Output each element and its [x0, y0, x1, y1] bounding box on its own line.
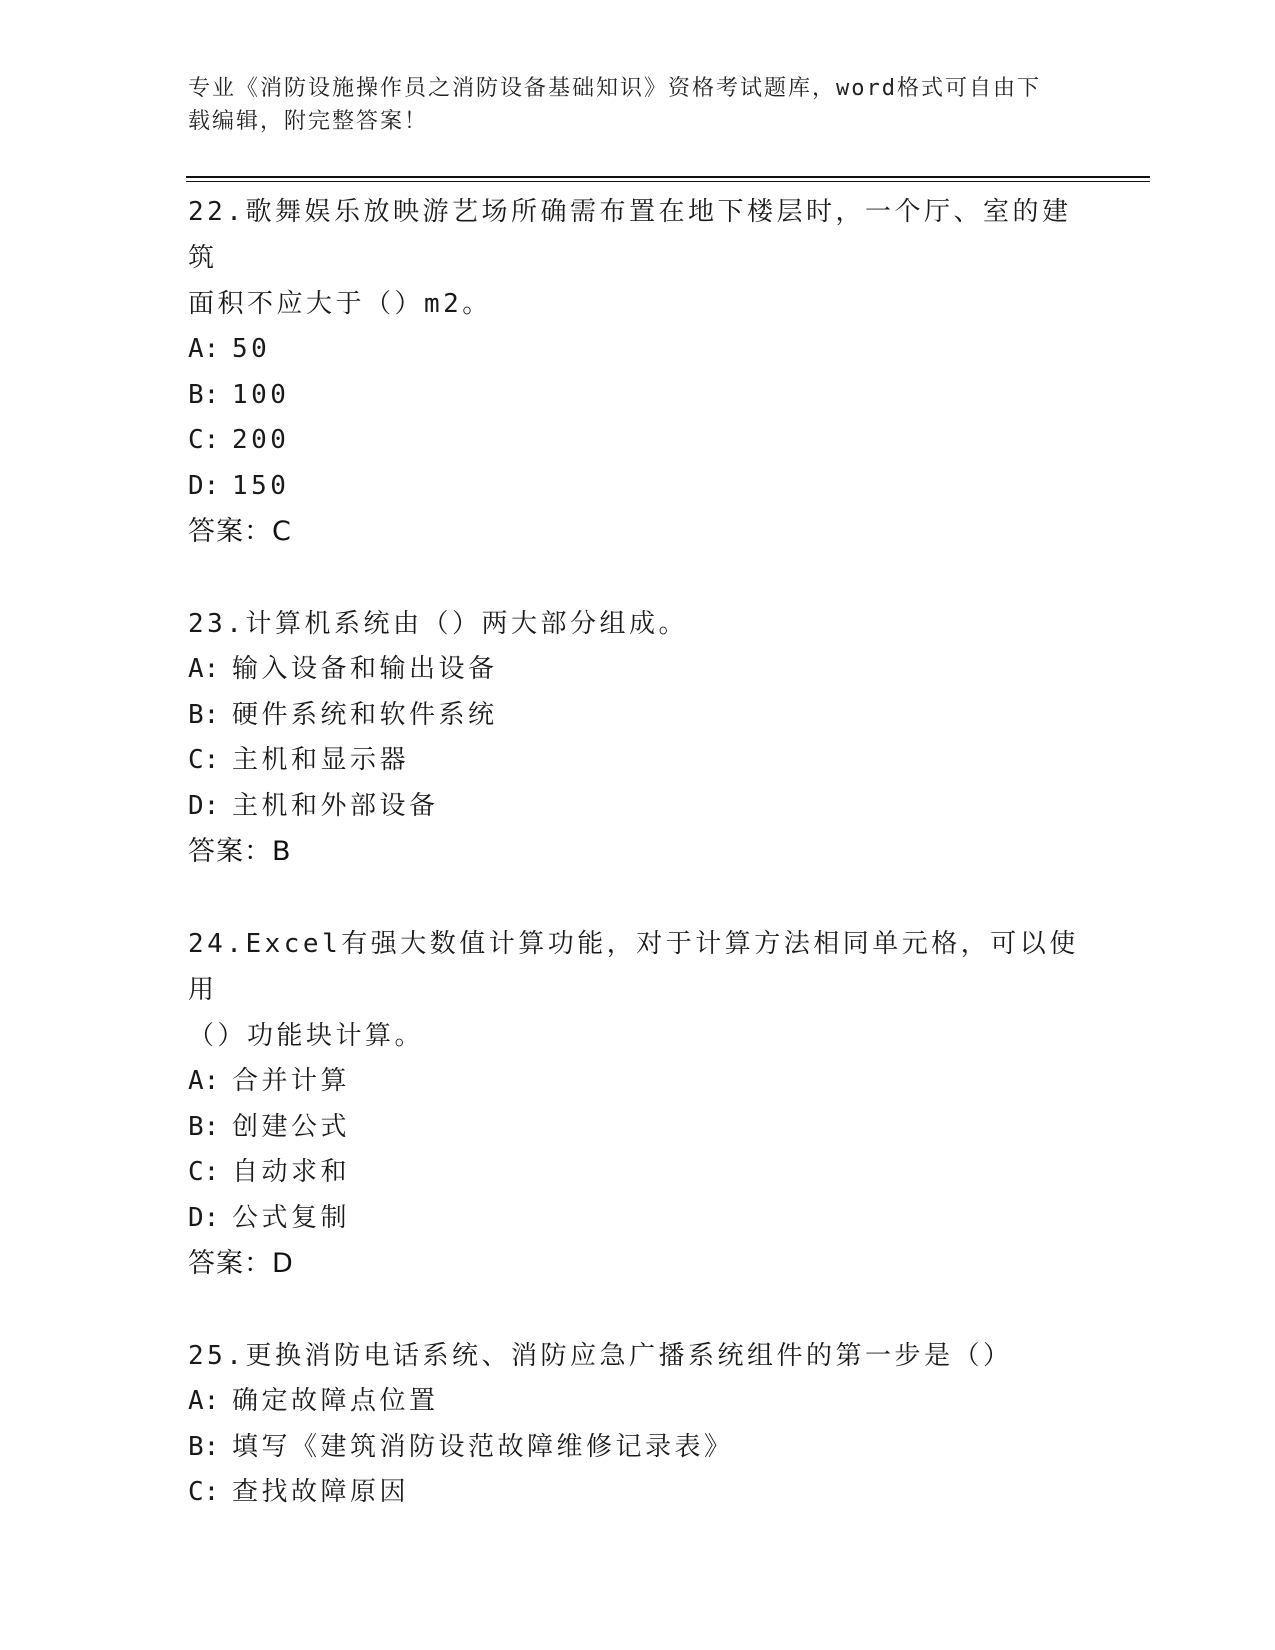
option-text: 100: [232, 379, 290, 410]
question-stem-line: 23.计算机系统由（）两大部分组成。: [188, 609, 688, 639]
option-text: 自动求和: [232, 1157, 351, 1187]
option-c: [188, 418, 1088, 464]
option-text: 150: [232, 470, 290, 501]
option-text: 主机和显示器: [232, 745, 410, 775]
option-c: [188, 738, 1088, 784]
question-22: [188, 189, 1088, 555]
answer-line: 答案：B: [188, 836, 292, 867]
option-label: D:: [188, 470, 220, 501]
option-b: [188, 373, 1088, 419]
option-label: A:: [188, 1386, 220, 1416]
option-text: 主机和外部设备: [232, 790, 439, 821]
option-text: 公式复制: [232, 1202, 351, 1233]
option-a: [188, 327, 1088, 373]
option-text: 合并计算: [232, 1066, 351, 1096]
option-label: B:: [188, 379, 220, 410]
option-a: [188, 1059, 1088, 1105]
question-list: [188, 189, 1088, 1562]
option-c: [188, 1470, 1088, 1516]
option-text: 创建公式: [232, 1111, 351, 1142]
option-label: C:: [188, 745, 220, 775]
answer-line: 答案：D: [188, 1248, 294, 1279]
header-title-line-1: 专业《消防设施操作员之消防设备基础知识》资格考试题库，word格式可自由下: [188, 76, 1041, 101]
option-label: D:: [188, 790, 220, 821]
option-b: [188, 1105, 1088, 1151]
question-stem-line: （）功能块计算。: [188, 1021, 425, 1051]
option-b: [188, 1425, 1088, 1471]
question-25: [188, 1333, 1088, 1516]
option-text: 查找故障原因: [232, 1477, 410, 1507]
option-label: D:: [188, 1202, 220, 1233]
option-label: A:: [188, 334, 220, 364]
option-text: 50: [232, 334, 271, 364]
question-23: [188, 601, 1088, 875]
option-label: C:: [188, 1477, 220, 1507]
option-text: 200: [232, 425, 290, 455]
question-24: [188, 921, 1088, 1287]
option-label: A:: [188, 654, 220, 684]
option-label: C:: [188, 1157, 220, 1187]
option-b: [188, 693, 1088, 739]
option-label: C:: [188, 425, 220, 455]
option-a: [188, 647, 1088, 693]
option-text: 输入设备和输出设备: [232, 654, 498, 684]
option-label: B:: [188, 1111, 220, 1142]
option-a: [188, 1379, 1088, 1425]
option-label: A:: [188, 1066, 220, 1096]
option-d: [188, 1196, 1088, 1242]
option-label: B:: [188, 1431, 220, 1462]
question-stem-line: 面积不应大于（）m2。: [188, 289, 492, 319]
option-text: 填写《建筑消防设范故障维修记录表》: [232, 1431, 734, 1462]
option-text: 硬件系统和软件系统: [232, 699, 498, 730]
header-divider-thick: [186, 176, 1150, 178]
header-title-line-2: 载编辑，附完整答案！: [188, 109, 429, 134]
answer-line: 答案：C: [188, 516, 292, 547]
question-stem-line: 24.Excel有强大数值计算功能，对于计算方法相同单元格，可以使用: [188, 929, 1079, 1005]
option-label: B:: [188, 699, 220, 730]
option-d: [188, 464, 1088, 510]
option-text: 确定故障点位置: [232, 1386, 439, 1416]
header-divider-thin: [186, 181, 1150, 182]
question-stem-line: 25.更换消防电话系统、消防应急广播系统组件的第一步是（）: [188, 1341, 1013, 1371]
document-header: [188, 72, 1068, 138]
question-stem-line: 22.歌舞娱乐放映游艺场所确需布置在地下楼层时，一个厅、室的建筑: [188, 197, 1072, 273]
option-c: [188, 1150, 1088, 1196]
option-d: [188, 784, 1088, 830]
